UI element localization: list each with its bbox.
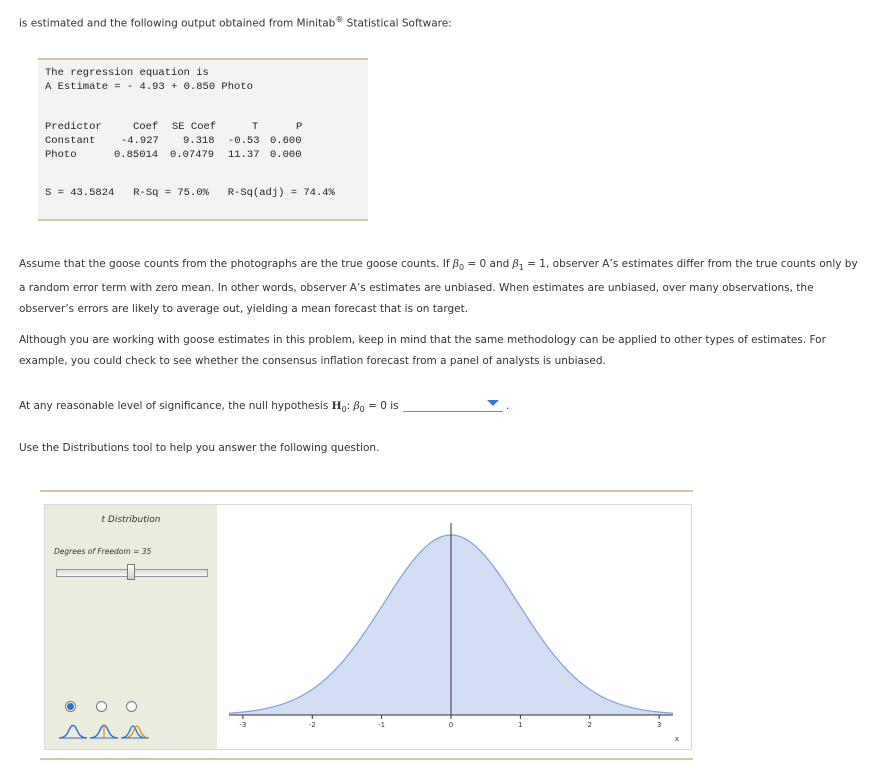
slider-thumb[interactable] <box>127 564 135 580</box>
row-photo-p: 0.000 <box>270 149 302 161</box>
tool-control-panel <box>45 505 217 749</box>
x-tick-label: 2 <box>587 721 592 729</box>
row-constant-t: -0.53 <box>228 135 260 147</box>
row-photo-coef: 0.85014 <box>114 149 159 161</box>
model-summary: S = 43.5824 R-Sq = 75.0% R-Sq(adj) = 74.4% <box>45 187 335 199</box>
header-se-coef: SE Coef <box>172 121 217 133</box>
view-radio-compare[interactable] <box>126 701 137 712</box>
x-tick-label: -2 <box>308 721 316 729</box>
multi-curve-icon <box>119 719 151 741</box>
beta-symbol: β <box>353 400 360 412</box>
view-radio-one-tail[interactable] <box>65 701 76 712</box>
shaded-curve-icon <box>88 719 120 741</box>
chevron-down-icon <box>487 400 499 406</box>
x-tick-label: -1 <box>378 721 386 729</box>
null-hypothesis-dropdown[interactable] <box>403 397 503 412</box>
row-photo-t: 11.37 <box>228 149 260 161</box>
single-curve-icon <box>57 719 89 741</box>
t-distribution-chart <box>217 505 691 749</box>
assumption-paragraph: Assume that the goose counts from the photographs are the true goose counts. If $\beta_0 = 0$ and $\beta_1 = 1$, observer A’s estimates differ from the true counts only by a random error term with zero mean. In other words, observer A’s estimates are unbiased. When estimates are unbiased, over many observations, the observer’s errors are likely to average out, yielding a mean forecast that is on target. <box>19 258 858 315</box>
view-radio-two-tail[interactable] <box>96 701 107 712</box>
degrees-of-freedom-label: Degrees of Freedom = 35 <box>54 547 152 556</box>
row-constant-se: 9.318 <box>183 135 215 147</box>
hypothesis-question: At any reasonable level of significance, the null hypothesis $H_0$: $\beta_0 = 0$ is . <box>19 396 859 420</box>
x-tick-label: 0 <box>448 721 454 729</box>
x-axis-label: x <box>674 735 680 743</box>
header-t: T <box>252 121 259 133</box>
row-constant-coef: -4.927 <box>121 135 159 147</box>
header-coef: Coef <box>133 121 159 133</box>
x-tick-label: -3 <box>239 721 247 729</box>
regression-title: The regression equation is <box>45 67 209 79</box>
distributions-tool <box>44 504 692 750</box>
beta-symbol: β <box>452 258 459 270</box>
tool-instruction: Use the Distributions tool to help you answer the following question. <box>19 442 380 454</box>
beta-symbol: β <box>512 258 519 270</box>
minitab-output <box>38 60 368 220</box>
header-predictor: Predictor <box>45 121 102 133</box>
regression-equation: A Estimate = - 4.93 + 0.850 Photo <box>45 81 253 93</box>
tool-bottom-rule <box>40 758 693 760</box>
registered-mark: ® <box>335 15 344 24</box>
distribution-title: t Distribution <box>101 515 161 525</box>
x-tick-label: 3 <box>656 721 662 729</box>
row-photo-predictor: Photo <box>45 149 77 161</box>
x-tick-label: 1 <box>518 721 523 729</box>
intro-line: is estimated and the following output obtained from Minitab® Statistical Software: <box>19 15 452 30</box>
row-constant-predictor: Constant <box>45 135 96 147</box>
minitab-bottom-rule <box>38 219 368 221</box>
row-constant-p: 0.600 <box>270 135 302 147</box>
tool-top-rule <box>40 490 693 492</box>
methodology-paragraph: Although you are working with goose estimates in this problem, keep in mind that the same methodology can be applied to other types of estimates. For example, you could check to see whether the consensus inflation forecast from a panel of analysts is unbiased. <box>19 334 826 367</box>
row-photo-se: 0.07479 <box>170 149 215 161</box>
header-p: P <box>296 121 303 133</box>
